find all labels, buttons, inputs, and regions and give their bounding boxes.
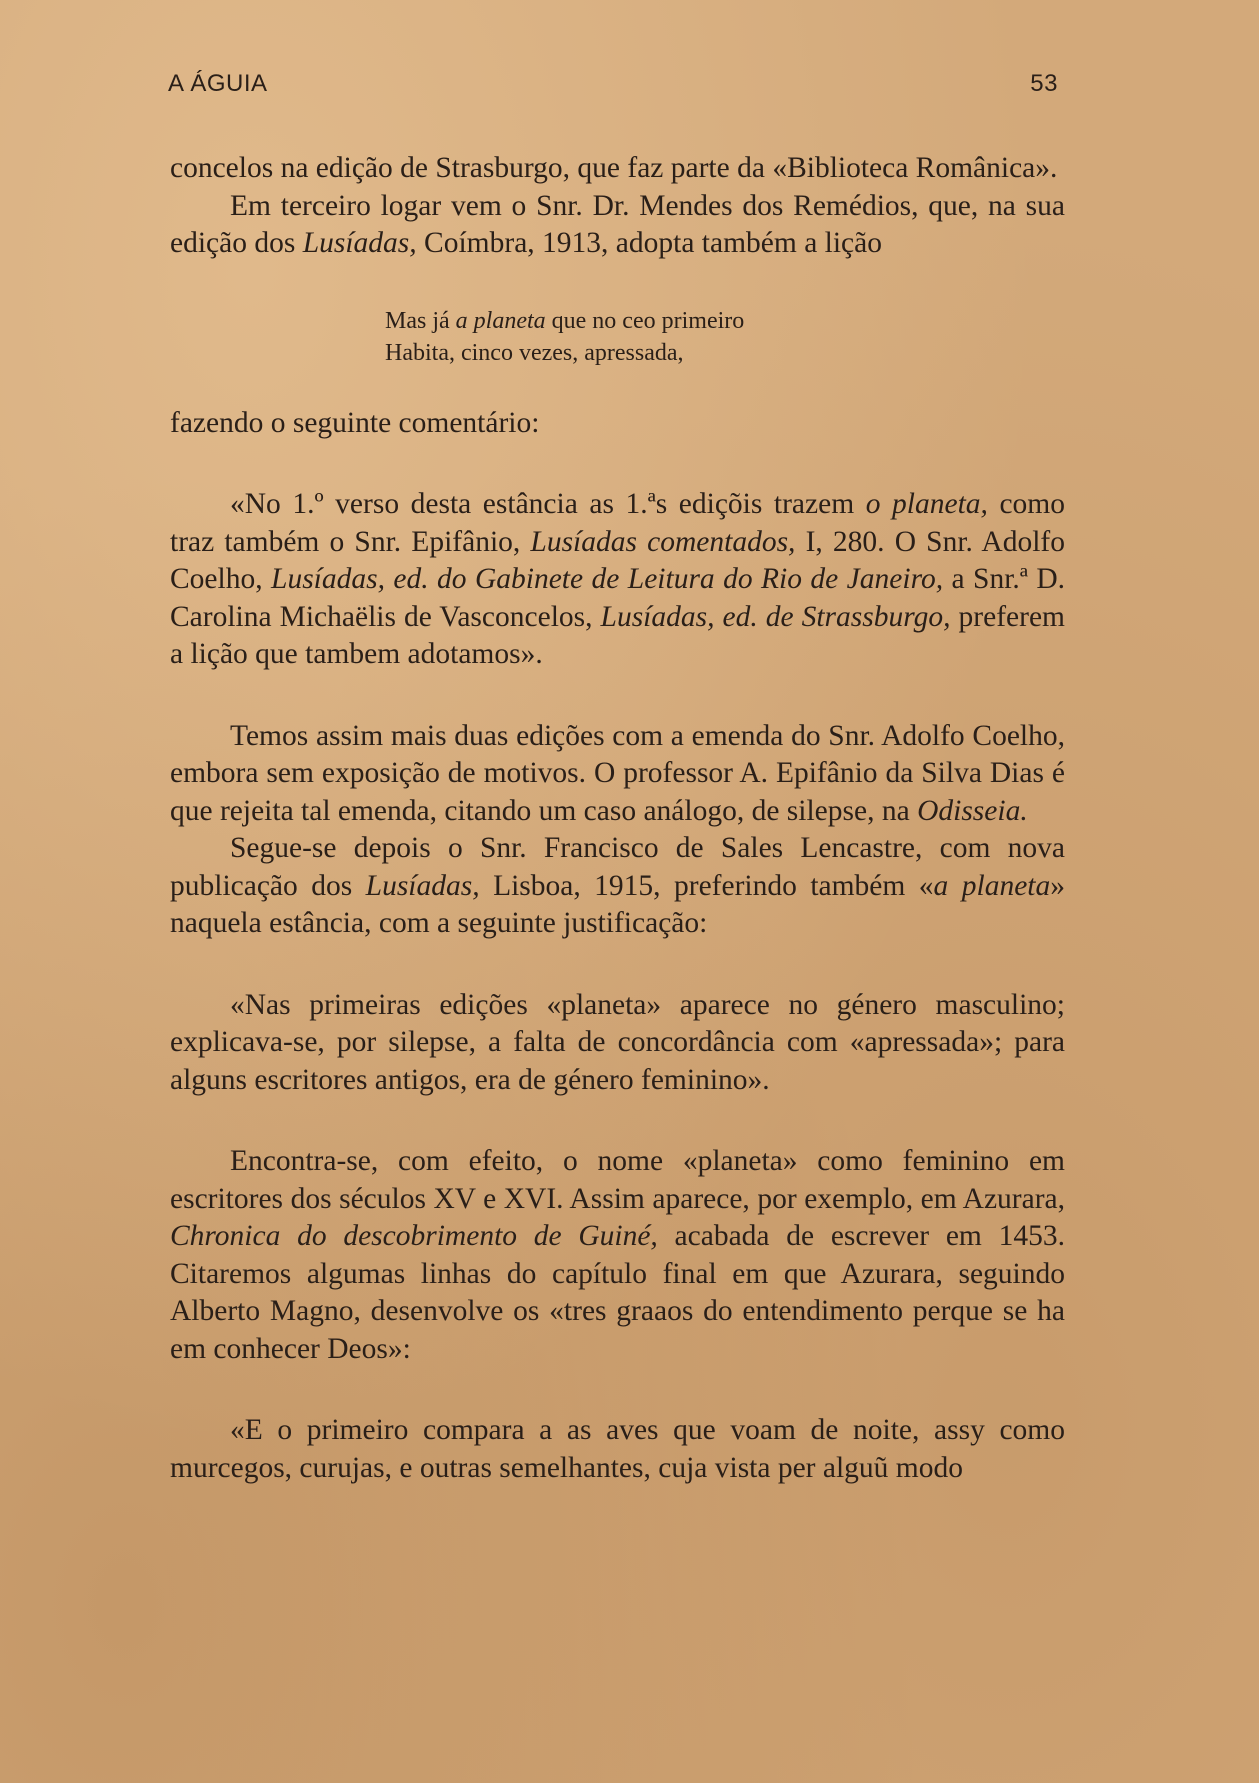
paragraph-emenda: Temos assim mais duas edições com a emenda do Snr. Adolfo Coelho, embora sem exposição de motivos. O professor A. Epifânio da Silva Dias é que rejeita tal emenda, citando um caso análogo, de silepse, na Odisseia. [170, 719, 1065, 827]
quote-commentary: «No 1.º verso desta estância as 1.ªs ediçõis trazem o planeta, como traz também o Snr. Epifânio, Lusíadas comentados, I, 280. O Snr. Adolfo Coelho, Lusíadas, ed. do Gabinete de Leitura do Rio de Janeiro, a Snr.ª D. Carolina Michaëlis de Vasconcelos, Lusíadas, ed. de Strassburgo, preferem a lição que tambem adotamos». [170, 488, 1066, 670]
paragraph-commentary-intro: fazendo o seguinte comentário: [170, 406, 540, 439]
quote-azurara: «E o primeiro compara a as aves que voam de noite, assy como murcegos, curujas, e outras semelhantes, cuja vista per alguũ modo [170, 1414, 1065, 1484]
running-head [168, 70, 1058, 98]
verse-line-2: Habita, cinco vezes, apressada, [385, 339, 684, 366]
paragraph-lencastre: Segue-se depois o Snr. Francisco de Sales Lencastre, com nova publicação dos Lusíadas, Lisboa, 1915, preferindo também «a planeta» naquela estância, com a seguinte justificação: [170, 832, 1065, 939]
page-number: 53 [1030, 70, 1058, 97]
paragraph-mendes: Em terceiro logar vem o Snr. Dr. Mendes dos Remédios, que, na sua edição dos Lusíadas, Coímbra, 1913, adopta também a lição [170, 189, 1065, 259]
journal-title: A ÁGUIA [168, 70, 268, 97]
paragraph-azurara: Encontra-se, com efeito, o nome «planeta» como feminino em escritores dos séculos XV e XVI. Assim aparece, por exemplo, em Azurara, Chronica do descobrimento de Guiné, acabada de escrever em 1453. Citaremos algumas linhas do capítulo final em que Azurara, seguindo Alberto Magno, desenvolve os «tres graaos do entendimento perque se ha em conhecer Deos»: [170, 1145, 1065, 1365]
body-text [170, 150, 1065, 1487]
paragraph-continuation: concelos na edição de Strasburgo, que faz parte da «Biblioteca Românica». [170, 152, 1058, 184]
verse-quotation [385, 305, 1065, 369]
quote-justificacao: «Nas primeiras edições «planeta» aparece no género masculino; explicava-se, por silepse, a falta de concordância com «apressada»; para alguns escritores antigos, era de género feminino». [170, 988, 1065, 1096]
verse-line-1: Mas já a planeta que no ceo primeiro [385, 307, 745, 334]
